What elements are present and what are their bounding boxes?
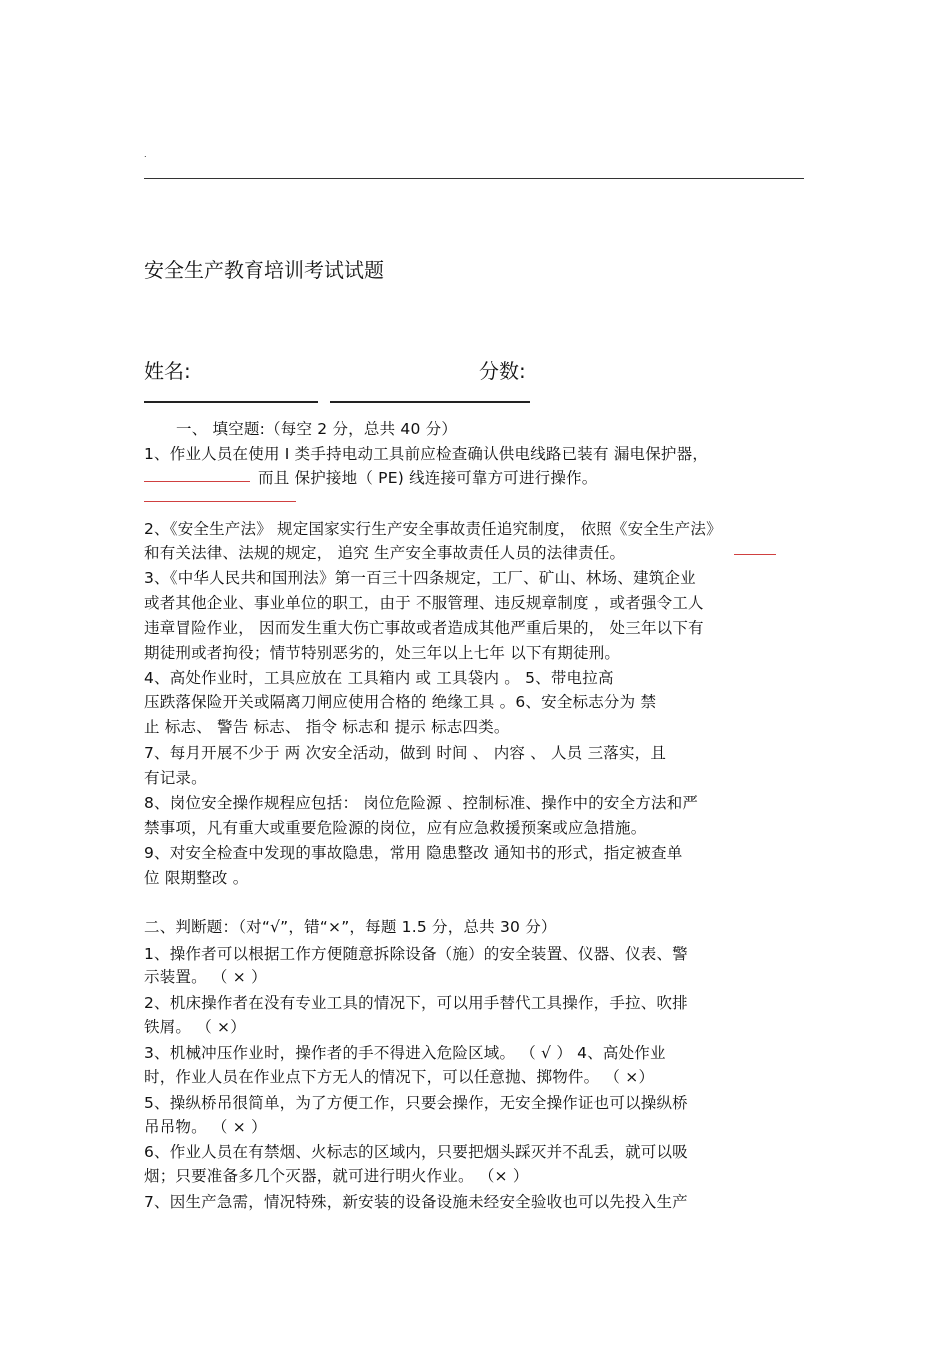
text-line: 位 限期整改 。 — [144, 869, 249, 887]
text-line: 示装置。 （ × ） — [144, 968, 267, 986]
text-line: 2、《安全生产法》 规定国家实行生产安全事故责任追究制度， 依照《安全生产法》 — [144, 520, 722, 538]
text-line: 而且 保护接地（ PE) 线连接可靠方可进行操作。 — [258, 469, 598, 487]
text-line: 7、每月开展不少于 两 次安全活动，做到 时间 、 内容 、 人员 三落实，且 — [144, 744, 667, 762]
text-line: 4、高处作业时，工具应放在 工具箱内 或 工具袋内 。 5、带电拉高 — [144, 669, 614, 687]
name-underline — [144, 401, 318, 403]
text-line: 3、《中华人民共和国刑法》第一百三十四条规定，工厂、矿山、林场、建筑企业 — [144, 569, 696, 587]
text-line: 1、操作者可以根据工作方便随意拆除设备（施）的安全装置、仪器、仪表、警 — [144, 945, 688, 963]
text-line: 禁事项，凡有重大或重要危险源的岗位，应有应急救援预案或应急措施。 — [144, 819, 647, 837]
text-line: 止 标志、 警告 标志、 指令 标志和 提示 标志四类。 — [144, 718, 510, 736]
answer-underline-3 — [734, 554, 776, 555]
text-line: 有记录。 — [144, 769, 207, 787]
text-line: 6、作业人员在有禁烟、火标志的区域内，只要把烟头踩灭并不乱丢，就可以吸 — [144, 1143, 688, 1161]
score-label: 分数: — [479, 359, 526, 383]
text-line: 9、对安全检查中发现的事故隐患，常用 隐患整改 通知书的形式，指定被查单 — [144, 844, 683, 862]
text-line: 期徒刑或者拘役；情节特别恶劣的，处三年以上七年 以下有期徒刑。 — [144, 644, 621, 662]
text-line: 1、作业人员在使用 I 类手持电动工具前应检查确认供电线路已装有 漏电保护器， — [144, 445, 709, 463]
section-judge-heading: 二、判断题：（对“√”，错“×”，每题 1.5 分，总共 30 分） — [144, 918, 557, 936]
text-line: 或者其他企业、事业单位的职工，由于 不服管理、违反规章制度 ，或者强令工人 — [144, 594, 704, 612]
answer-underline-1 — [144, 481, 250, 482]
text-line: 3、机械冲压作业时，操作者的手不得进入危险区域。 （ √ ） 4、高处作业 — [144, 1044, 666, 1062]
text-line: 8、岗位安全操作规程应包括： 岗位危险源 、控制标准、操作中的安全方法和严 — [144, 794, 699, 812]
header-dot: . — [144, 150, 147, 159]
text-line: 吊吊物。 （ × ） — [144, 1118, 267, 1136]
score-underline — [330, 401, 530, 403]
text-line: 7、因生产急需，情况特殊，新安装的设备设施未经安全验收也可以先投入生产 — [144, 1193, 688, 1211]
text-line: 烟；只要准备多几个灭器，就可进行明火作业。 （× ） — [144, 1167, 529, 1185]
name-label: 姓名: — [144, 359, 191, 383]
text-line: 铁屑。 （ ×） — [144, 1018, 246, 1036]
header-rule — [144, 178, 804, 179]
text-line: 压跌落保险开关或隔离刀闸应使用合格的 绝缘工具 。6、安全标志分为 禁 — [144, 693, 657, 711]
answer-underline-2 — [144, 501, 296, 502]
text-line: 时，作业人员在作业点下方无人的情况下，可以任意抛、掷物件。 （ ×） — [144, 1068, 655, 1086]
section-fill-heading: 一、 填空题:（每空 2 分，总共 40 分） — [176, 420, 458, 438]
page-title: 安全生产教育培训考试试题 — [144, 258, 384, 282]
text-line: 5、操纵桥吊很简单，为了方便工作，只要会操作，无安全操作证也可以操纵桥 — [144, 1094, 688, 1112]
text-line: 和有关法律、法规的规定， 追究 生产安全事故责任人员的法律责任。 — [144, 544, 626, 562]
text-line: 违章冒险作业， 因而发生重大伤亡事故或者造成其他严重后果的， 处三年以下有 — [144, 619, 704, 637]
text-line: 2、机床操作者在没有专业工具的情况下，可以用手替代工具操作，手拉、吹排 — [144, 994, 688, 1012]
